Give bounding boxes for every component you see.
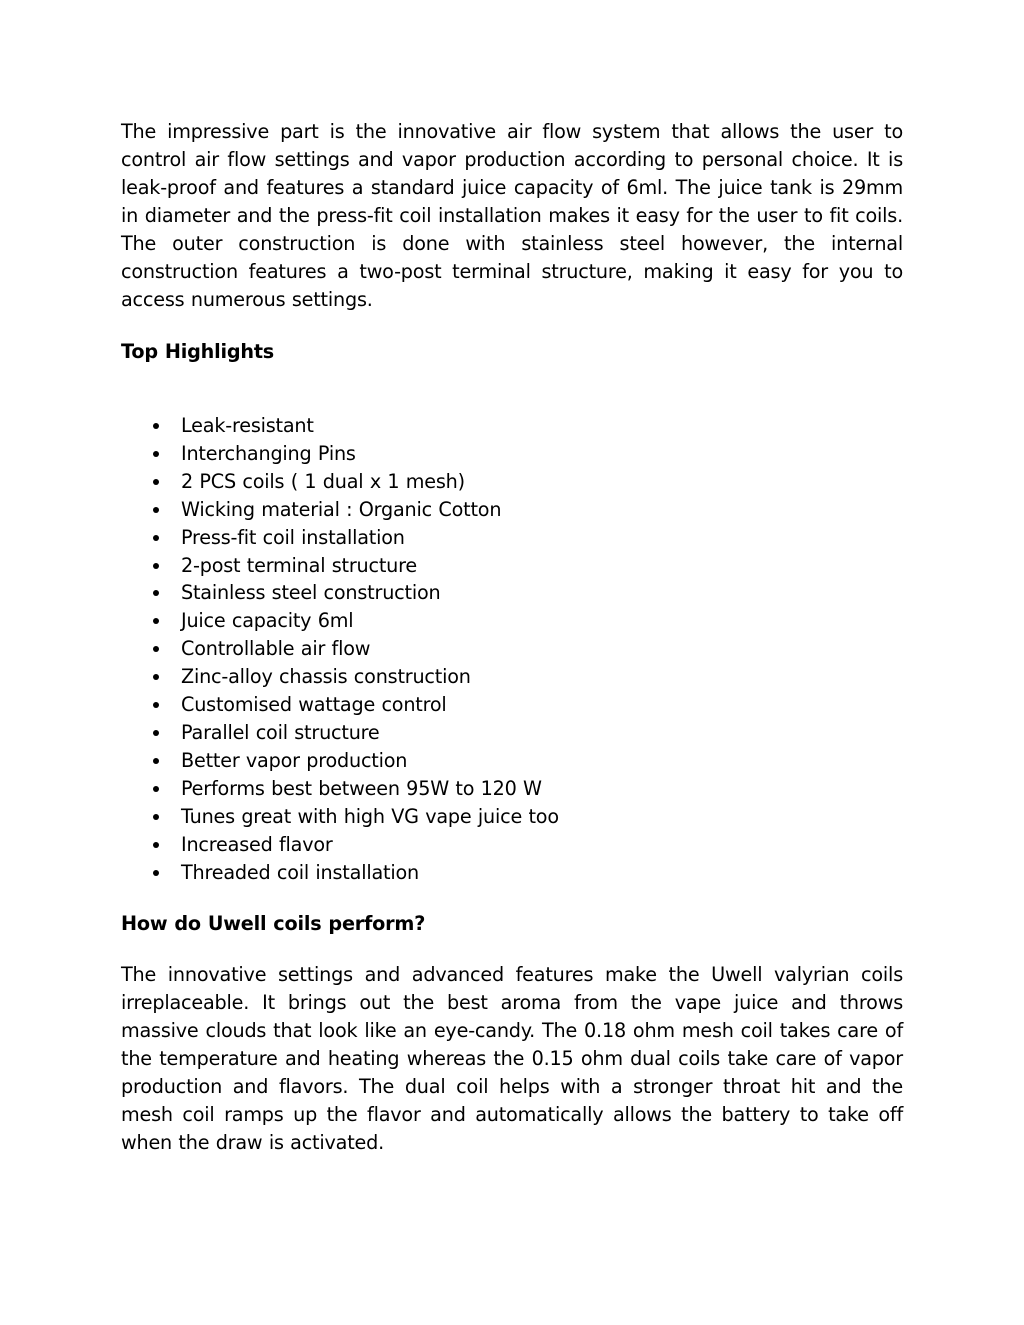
intro-paragraph: The impressive part is the innovative air flow system that allows the user to control air flow settings and vapor production according to personal choice. It is leak-proof and features a standard juice capacity of 6ml. The juice tank is 29mm in diameter and the press-fit coil installation makes it easy for the user to fit coils. The outer construction is done with stainless steel however, the internal construction features a two-post terminal structure, making it easy for you to access numerous settings.: [121, 120, 903, 311]
list-item-text: Stainless steel construction: [181, 581, 441, 605]
list-item: [121, 803, 903, 831]
list-item: [121, 831, 903, 859]
list-item-text: Better vapor production: [181, 748, 408, 772]
bullet-icon: [153, 590, 159, 596]
list-item-text: Juice capacity 6ml: [181, 609, 354, 633]
list-item: [121, 579, 903, 607]
bullet-icon: [153, 786, 159, 792]
list-item-text: Parallel coil structure: [181, 720, 380, 744]
bullet-icon: [153, 646, 159, 652]
bullet-icon: [153, 535, 159, 541]
highlights-list: [121, 412, 903, 886]
list-item-text: Controllable air flow: [181, 637, 371, 661]
list-item: [121, 635, 903, 663]
performance-heading: How do Uwell coils perform?: [121, 912, 426, 936]
list-item: [121, 440, 903, 468]
bullet-icon: [153, 842, 159, 848]
list-item: [121, 747, 903, 775]
bullet-icon: [153, 730, 159, 736]
list-item-text: Increased flavor: [181, 832, 333, 856]
list-item: [121, 468, 903, 496]
document-page: [121, 118, 903, 1157]
bullet-icon: [153, 618, 159, 624]
performance-paragraph: The innovative settings and advanced features make the Uwell valyrian coils irreplaceable. It brings out the best aroma from the vape juice and throws massive clouds that look like an eye-candy. The 0.18 ohm mesh coil takes care of the temperature and heating whereas the 0.15 ohm dual coils take care of vapor production and flavors. The dual coil helps with a stronger throat hit and the mesh coil ramps up the flavor and automatically allows the battery to take off when the draw is activated.: [121, 963, 903, 1155]
bullet-icon: [153, 870, 159, 876]
bullet-icon: [153, 507, 159, 513]
list-item-text: Threaded coil installation: [181, 860, 419, 884]
list-item: [121, 552, 903, 580]
highlights-heading: Top Highlights: [121, 340, 275, 363]
list-item: [121, 412, 903, 440]
list-item: [121, 719, 903, 747]
list-item: [121, 859, 903, 887]
list-item-text: Press-fit coil installation: [181, 525, 405, 549]
list-item-text: Tunes great with high VG vape juice too: [181, 804, 559, 828]
bullet-icon: [153, 674, 159, 680]
list-item-text: 2 PCS coils ( 1 dual x 1 mesh): [181, 469, 465, 493]
bullet-icon: [153, 563, 159, 569]
bullet-icon: [153, 451, 159, 457]
bullet-icon: [153, 423, 159, 429]
list-item: [121, 607, 903, 635]
list-item: [121, 496, 903, 524]
bullet-icon: [153, 479, 159, 485]
list-item-text: Customised wattage control: [181, 693, 447, 717]
list-item-text: Leak-resistant: [181, 414, 314, 437]
list-item-text: 2-post terminal structure: [181, 553, 417, 577]
list-item: [121, 663, 903, 691]
list-item-text: Wicking material : Organic Cotton: [181, 497, 502, 521]
list-item: [121, 524, 903, 552]
bullet-icon: [153, 702, 159, 708]
list-item: [121, 775, 903, 803]
list-item-text: Interchanging Pins: [181, 441, 356, 465]
bullet-icon: [153, 758, 159, 764]
list-item: [121, 691, 903, 719]
list-item-text: Performs best between 95W to 120 W: [181, 776, 542, 800]
list-item-text: Zinc-alloy chassis construction: [181, 665, 471, 689]
bullet-icon: [153, 814, 159, 820]
